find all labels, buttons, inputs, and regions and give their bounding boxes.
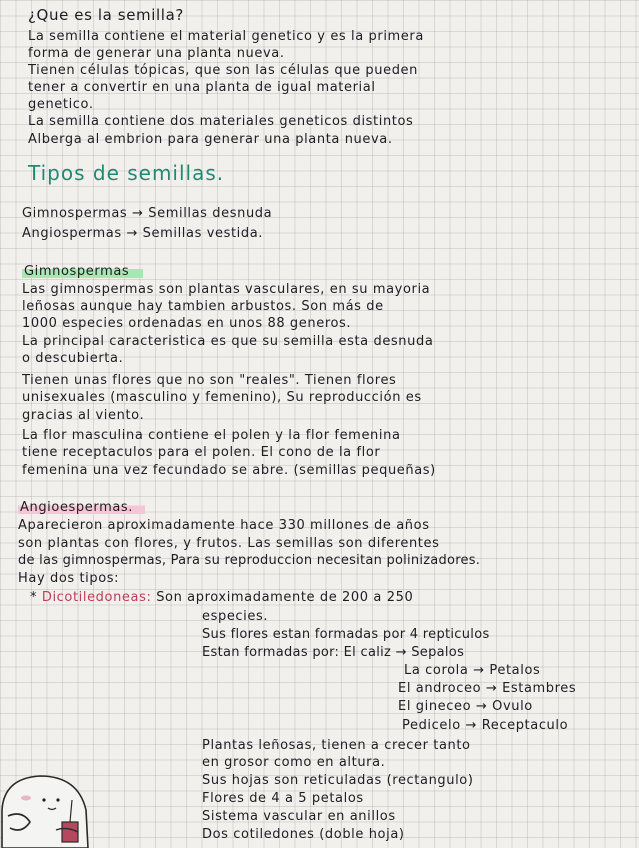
dicot-more-line: Dos cotiledones (doble hoja) [202,827,405,842]
intro-line: forma de generar una planta nueva. [28,46,285,61]
angio-line: son plantas con flores, y frutos. Las semillas son diferentes [18,536,440,551]
bullet-star-icon: * [30,590,38,605]
gimno-line: Tienen unas flores que no son "reales". Tienen flores [22,373,397,388]
gimno-line: o descubierta. [22,351,124,366]
tipo-row [22,206,272,221]
dicot-more-line: Sus hojas son reticuladas (rectangulo) [202,773,474,788]
gimno-line: femenina una vez fecundado se abre. (semillas pequeñas) [22,463,436,478]
dicot-more-line: Plantas leñosas, tienen a crecer tanto [202,738,471,753]
dicot-more-line: Sistema vascular en anillos [202,809,396,824]
gimno-line: 1000 especies ordenadas en unos 88 generos. [22,316,352,331]
dicot-more-line: Flores de 4 a 5 petalos [202,791,364,806]
flower-part: El androceo → Estambres [398,681,577,696]
bear-drinking-doodle-icon [0,770,95,848]
tipo-desc: Semillas desnuda [148,206,273,221]
intro-line: genetico. [28,97,94,112]
dicot-line: Estan formadas por: El caliz → Sepalos [202,645,465,660]
arrow-icon: → [132,206,144,221]
intro-line: Tienen células tópicas, que son las células que pueden [28,63,418,78]
intro-line: La semilla contiene el material genetico y es la primera [28,29,424,44]
dicot-line: especies. [202,609,269,624]
flower-part: La corola → Petalos [404,663,541,678]
flower-part: El gineceo → Ovulo [398,699,533,714]
intro-line: Alberga al embrion para generar una planta nueva. [28,132,393,147]
intro-line: tener a convertir en una planta de igual material [28,80,376,95]
tipo-name: Gimnospermas [22,206,128,221]
gimno-line: tiene receptaculos para el polen. El cono de la flor [22,445,381,460]
angio-heading [18,500,145,515]
flower-part: Pedicelo → Receptaculo [402,718,569,733]
tipo-name: Angiospermas [22,226,122,241]
dicot-row [30,590,413,605]
dicot-label: Dicotiledoneas: [41,590,152,605]
tipo-row [22,226,263,241]
angio-heading-text: Angioespermas. [18,500,145,515]
gimno-line: unisexuales (masculino y femenino), Su reproducción es [22,390,422,405]
gimno-heading-text: Gimnospermas [22,264,143,279]
gimno-line: La principal caracteristica es que su semilla esta desnuda [22,334,434,349]
angio-line: Hay dos tipos: [18,571,120,586]
dicot-line: Sus flores estan formadas por 4 repticulos [202,627,490,642]
dicot-more-line: en grosor como en altura. [202,755,386,770]
intro-line: La semilla contiene dos materiales geneticos distintos [28,114,414,129]
tipos-title: Tipos de semillas. [28,161,225,185]
gimno-heading [22,264,143,279]
gimno-line: leñosas aunque hay tambien arbustos. Son más de [22,299,384,314]
gimno-line: La flor masculina contiene el polen y la flor femenina [22,428,401,443]
tipo-desc: Semillas vestida. [142,226,264,241]
angio-line: Aparecieron aproximadamente hace 330 millones de años [18,518,430,533]
dicot-first-line: Son aproximadamente de 200 a 250 [156,590,414,605]
arrow-icon: → [126,226,138,241]
gimno-line: gracias al viento. [22,408,145,423]
gimno-line: Las gimnospermas son plantas vasculares, en su mayoria [22,282,431,297]
angio-line: de las gimnospermas, Para su reproduccion necesitan polinizadores. [18,553,481,568]
question-heading: ¿Que es la semilla? [28,6,184,24]
